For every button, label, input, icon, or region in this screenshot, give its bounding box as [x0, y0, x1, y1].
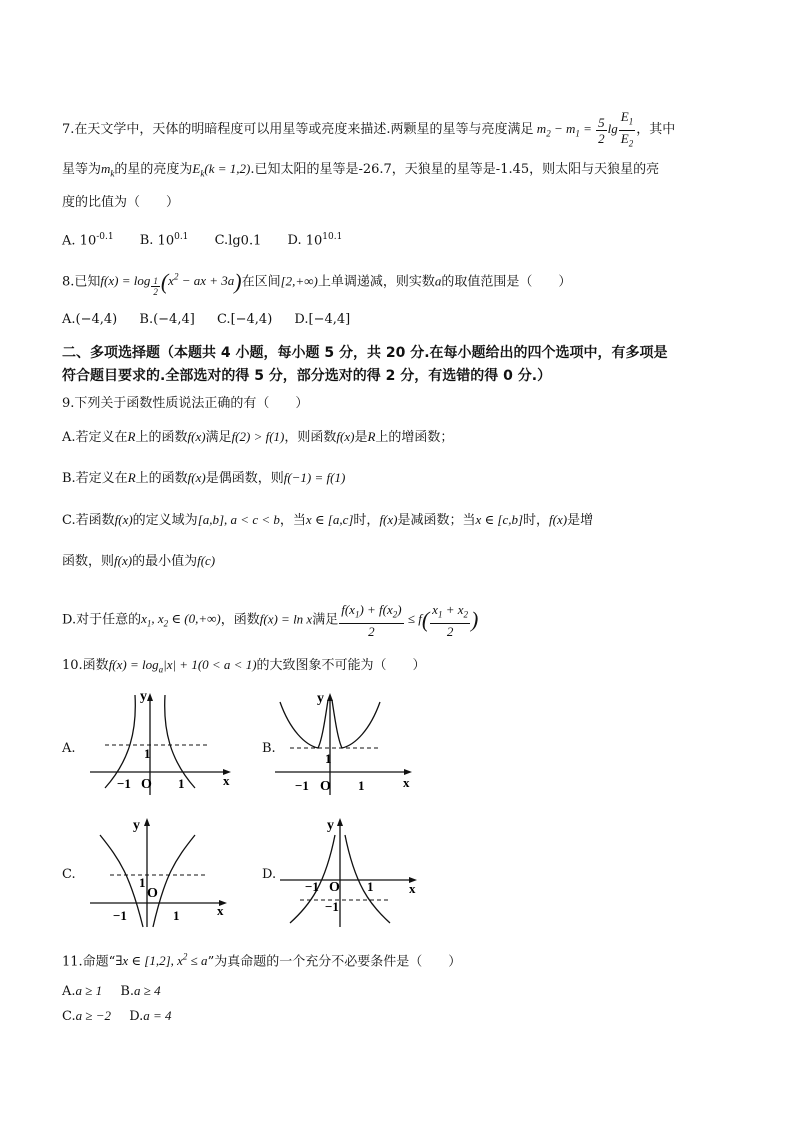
q9c-1: C.若函数: [62, 513, 115, 528]
q7-opt-d: D.: [287, 233, 302, 249]
q10-stem: [62, 656, 426, 679]
q8-post2: 的取值范围是（ ）: [441, 274, 572, 290]
q8-interval: [2,+∞): [280, 273, 318, 289]
q8-opt-d-val: [−4,4]: [308, 312, 351, 327]
q7-ek: $E_k(k = 1,2)$: [192, 161, 251, 179]
q8-opt-a: A.: [62, 312, 76, 327]
q9c-x1: x ∈ [a,c]: [305, 512, 354, 527]
q10-func: $f(x) = \log_a|x| + 1(0 < a < 1)$: [108, 657, 257, 675]
q7-opt-a-base: 10: [79, 233, 97, 249]
q7-opt-a-exp: -0.1: [96, 232, 114, 242]
q7-line2: [62, 160, 659, 183]
q9a-ineq: f(2) > f(1): [231, 429, 285, 444]
q7-line3: 度的比值为（ ）: [62, 195, 180, 210]
q9c2-1: 函数，则: [62, 554, 115, 569]
svg-text:x: x: [409, 881, 416, 896]
q8-pre: 8.已知: [62, 274, 101, 290]
q10-graph-c: [85, 815, 235, 930]
q9b-1: B.若定义在: [62, 471, 128, 486]
q9c2-fc: f(c): [197, 553, 216, 568]
q9c-fx: f(x): [114, 512, 133, 527]
q11-post: ”为真命题的一个充分不必要条件是（ ）: [207, 954, 462, 970]
svg-text:−1: −1: [113, 908, 127, 923]
q7-l2b: 的星的亮度为: [114, 162, 193, 177]
svg-text:1: 1: [358, 778, 365, 793]
q11-opt-d-val: a = 4: [143, 1008, 172, 1023]
q9c2-2: 的最小值为: [132, 554, 198, 569]
q9b-2: 上的函数: [135, 471, 188, 486]
svg-text:O: O: [320, 779, 331, 794]
q7-opt-a: A.: [62, 233, 76, 249]
svg-text:O: O: [141, 777, 152, 792]
q9a-6: 上的增函数；: [375, 430, 454, 445]
q10-label-a: A.: [62, 741, 76, 756]
q11-opt-d: D.: [129, 1009, 144, 1024]
q9a-3: 满足: [205, 430, 232, 445]
q7-opt-d-base: 10: [305, 233, 323, 249]
q8-opt-c-val: [−4,4): [230, 312, 273, 327]
q8-opt-c: C.: [216, 312, 231, 327]
svg-text:1: 1: [325, 751, 332, 766]
q9b-r: R: [127, 470, 136, 485]
svg-text:−1: −1: [117, 776, 131, 791]
q9b-3: 是偶函数，则: [205, 471, 284, 486]
q9b-eq: f(−1) = f(1): [283, 470, 346, 485]
q9c-7: 是增: [567, 513, 594, 528]
q9d-3: 满足: [312, 612, 339, 628]
q9-option-a: [62, 428, 453, 447]
svg-text:1: 1: [139, 875, 146, 890]
q9c-x2: x ∈ [c,b]: [475, 512, 524, 527]
q9c2-fx: f(x): [114, 553, 133, 568]
q9a-5: 是: [354, 430, 368, 445]
q11-prop: ∃x ∈ [1,2], $x^2 \le a$: [115, 952, 208, 969]
q7-text-end: ，其中: [636, 122, 676, 138]
q7-opt-b-exp: 0.1: [174, 232, 189, 242]
q7-opt-b: B.: [139, 233, 154, 249]
q8-post: 上单调递减，则实数: [317, 274, 435, 290]
q8-mid: 在区间: [241, 274, 281, 290]
svg-text:−1: −1: [295, 778, 309, 793]
q11-options-row1: [62, 982, 161, 1001]
svg-text:−1: −1: [305, 879, 319, 894]
q9b-fx: f(x): [187, 470, 206, 485]
q8-opt-b-val: (−4,4]: [153, 312, 195, 327]
q9c-4: 时，: [353, 513, 380, 528]
q7-mk: $m_k$: [101, 161, 115, 179]
svg-text:O: O: [329, 880, 340, 895]
q9d-ineq: $\frac{f(x_1) + f(x_2)}{2}$ ≤ f( $\frac{x_1 + x_2}{2}$ ): [341, 602, 479, 639]
q11-opt-a-val: a ≥ 1: [75, 983, 103, 998]
q11-opt-c-val: a ≥ −2: [75, 1008, 112, 1023]
svg-text:y: y: [140, 690, 147, 704]
q9d-f: f(x) = ln x: [259, 611, 313, 627]
q10-graph-d: [275, 815, 425, 930]
q11-pre: 11.命题“: [62, 954, 116, 970]
q9d-x: $x_1$, $x_2$ ∈ (0,+∞): [141, 611, 221, 629]
q9-option-c-line2: [62, 552, 215, 571]
q9d-1: D.对于任意的: [62, 612, 142, 628]
svg-text:1: 1: [173, 908, 180, 923]
q10-label-c: C.: [62, 867, 76, 882]
svg-text:y: y: [317, 691, 324, 706]
q9c-6: 时，: [523, 513, 550, 528]
q8-func: f(x) = log $_{\frac{1}{2}}$ ($x^2$ − ax + 3a): [100, 269, 242, 298]
q10-label-d: D.: [262, 867, 277, 882]
q9d-2: ，函数: [220, 612, 260, 628]
q7-opt-b-base: 10: [157, 233, 175, 249]
q7-opt-c-val: lg0.1: [228, 233, 262, 249]
q11-opt-b: B.: [120, 984, 134, 999]
q9a-2: 上的函数: [135, 430, 188, 445]
svg-text:x: x: [403, 775, 410, 790]
q8-a: a: [434, 273, 442, 289]
q7-text: 7.在天文学中，天体的明暗程度可以用星等或亮度来描述.两颗星的星等与亮度满足: [62, 122, 534, 138]
svg-text:1: 1: [144, 746, 151, 761]
q7-opt-c: C.: [214, 233, 229, 249]
svg-text:y: y: [327, 818, 334, 833]
svg-text:1: 1: [178, 776, 185, 791]
q8-opt-b: B.: [139, 312, 154, 327]
q8-opt-a-val: (−4,4): [75, 312, 118, 327]
q9c-3: ，当: [279, 513, 306, 528]
section2-line2: 符合题目要求的.全部选对的得 5 分，部分选对的得 2 分，有选错的得 0 分.）: [62, 368, 552, 384]
svg-text:x: x: [217, 903, 224, 918]
q7-opt-d-exp: 10.1: [322, 232, 343, 242]
svg-text:x: x: [223, 773, 230, 788]
q10-pre: 10.函数: [62, 658, 109, 673]
q11-opt-a: A.: [62, 984, 76, 999]
svg-text:O: O: [147, 886, 158, 901]
q9a-4: ，则函数: [284, 430, 337, 445]
q11-options-row2: [62, 1007, 172, 1026]
q11-stem: [62, 948, 461, 971]
q9-stem: 9.下列关于函数性质说法正确的有（ ）: [62, 396, 309, 411]
q10-graph-b: [270, 690, 420, 800]
q9a-fx2: f(x): [336, 429, 355, 444]
q7-line1: [62, 109, 675, 151]
q11-opt-c: C.: [62, 1009, 76, 1024]
section2-line1: 二、多项选择题（本题共 4 小题，每小题 5 分，共 20 分.在每小题给出的四个选项中，有多项是: [62, 345, 668, 361]
q9c-5: 是减函数；当: [397, 513, 476, 528]
q7-l2c: .已知太阳的星等是-26.7，天狼星的星等是-1.45，则太阳与天狼星的亮: [250, 162, 660, 177]
q9-option-d: [62, 602, 478, 639]
q8-stem: [62, 268, 571, 297]
q9c-2: 的定义域为: [132, 513, 198, 528]
q9a-r2: R: [367, 429, 376, 444]
q9c-dom: [a,b], a < c < b: [197, 512, 280, 527]
q11-opt-b-val: a ≥ 4: [134, 983, 161, 998]
q9a-1: A.若定义在: [62, 430, 128, 445]
q7-options: [62, 228, 342, 250]
q10-graph-a: [85, 690, 235, 800]
q9c-fx2: f(x): [379, 512, 398, 527]
q7-formula: $m_2 - m_1$ = $\frac{5}{2}$ lg $\frac{E_1}{E_2}$: [533, 109, 634, 149]
svg-text:−1: −1: [325, 899, 339, 914]
q10-label-b: B.: [262, 741, 276, 756]
q9a-r: R: [127, 429, 136, 444]
q10-post: 的大致图象不可能为（ ）: [256, 658, 426, 673]
svg-text:y: y: [133, 818, 140, 833]
q9-option-c-line1: [62, 511, 593, 530]
svg-text:1: 1: [367, 879, 374, 894]
q9a-fx: f(x): [187, 429, 206, 444]
q9-option-b: [62, 469, 345, 488]
q8-opt-d: D.: [294, 312, 309, 327]
q9c-fx3: f(x): [549, 512, 568, 527]
q7-l2a: 星等为: [62, 162, 102, 177]
q8-options: [62, 311, 350, 329]
